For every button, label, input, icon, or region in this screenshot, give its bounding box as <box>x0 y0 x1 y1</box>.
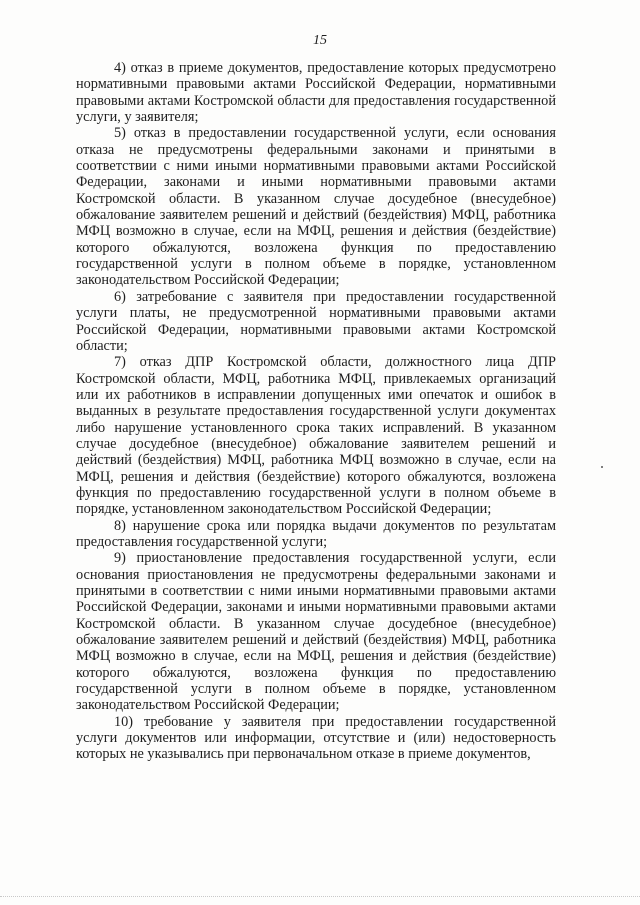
paragraph-item-8: 8) нарушение срока или порядка выдачи документов по результатам предоставления государственной услуги; <box>76 517 556 550</box>
paragraph-item-7: 7) отказ ДПР Костромской области, должностного лица ДПР Костромской области, МФЦ, работника МФЦ, привлекаемых организаций или их работников в исправлении допущенных ими опечаток и ошибок в выданных в результате предоставления государственной услуги документах либо нарушение установленного срока таких исправлений. В указанном случае досудебное (внесудебное) обжалование заявителем решений и действий (бездействия) МФЦ, работника МФЦ возможно в случае, если на МФЦ, решения и действия (бездействие) которого обжалуются, возложена функция по предоставлению государственной услуги в полном объеме в порядке, установленном законодательством Российской Федерации; <box>76 354 556 518</box>
scan-speck <box>601 466 603 468</box>
paragraph-item-5: 5) отказ в предоставлении государственной услуги, если основания отказа не предусмотрены федеральными законами и принятыми в соответствии с ними иными нормативными правовыми актами Российской Федерации, законами и иными нормативными правовыми актами Костромской области. В указанном случае досудебное (внесудебное) обжалование заявителем решений и действий (бездействия) МФЦ, работника МФЦ возможно в случае, если на МФЦ, решения и действия (бездействие) которого обжалуются, возложена функция по предоставлению государственной услуги в полном объеме в порядке, установленном законодательством Российской Федерации; <box>76 125 556 289</box>
paragraph-item-9: 9) приостановление предоставления государственной услуги, если основания приостановления не предусмотрены федеральными законами и принятыми в соответствии с ними иными нормативными правовыми актами Российской Федерации, законами и иными нормативными правовыми актами Костромской области. В указанном случае досудебное (внесудебное) обжалование заявителем решений и действий (бездействия) МФЦ, работника МФЦ возможно в случае, если на МФЦ, решения и действия (бездействие) которого обжалуются, возложена функция по предоставлению государственной услуги в полном объеме в порядке, установленном законодательством Российской Федерации; <box>76 550 556 714</box>
document-body <box>76 60 556 763</box>
paragraph-item-10: 10) требование у заявителя при предоставлении государственной услуги документов или информации, отсутствие и (или) недостоверность которых не указывались при первоначальном отказе в приеме документов, <box>76 713 556 763</box>
paragraph-item-4: 4) отказ в приеме документов, предоставление которых предусмотрено нормативными правовыми актами Российской Федерации, нормативными правовыми актами Костромской области для предоставления государственной услуги, у заявителя; <box>76 60 556 126</box>
scan-edge-divider <box>0 896 640 898</box>
page-number: 15 <box>313 33 327 48</box>
paragraph-item-6: 6) затребование с заявителя при предоставлении государственной услуги платы, не предусмотренной нормативными правовыми актами Российской Федерации, нормативными правовыми актами Костромской области; <box>76 288 556 354</box>
